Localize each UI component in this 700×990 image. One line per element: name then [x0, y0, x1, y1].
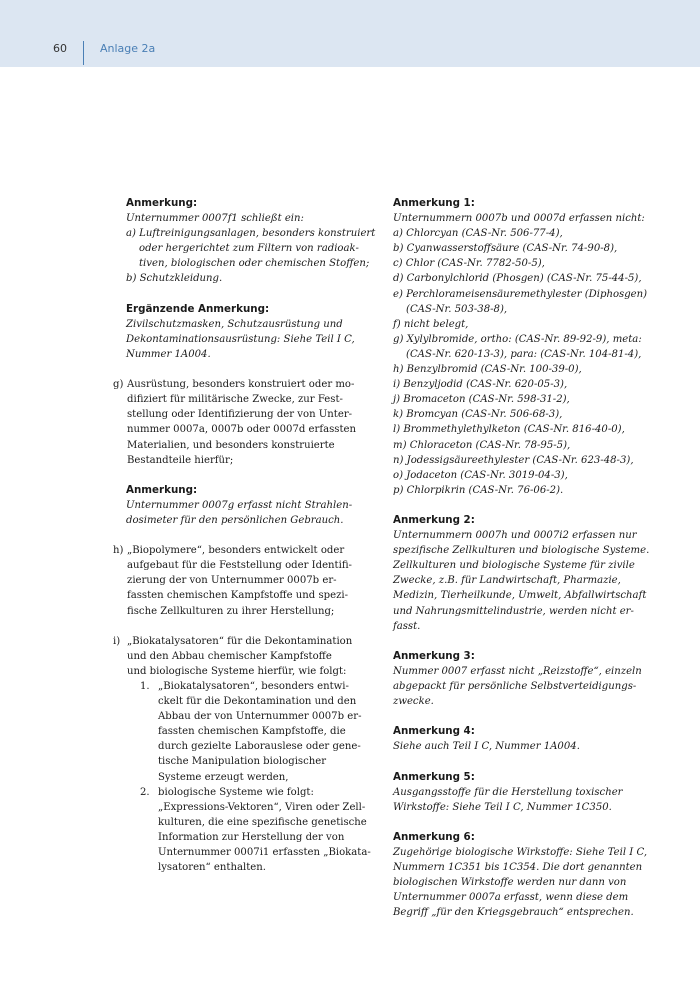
note-line: f) nicht belegt, — [393, 318, 469, 330]
item-line: fassten chemischen Kampfstoffe und spezi- — [127, 590, 349, 602]
note-line: c) Chlor (CAS-Nr. 7782-50-5), — [393, 258, 545, 270]
note-heading: Anmerkung 1: — [393, 197, 475, 209]
sub-item — [127, 679, 362, 785]
list-item — [113, 377, 356, 468]
item-line: Materialien, und besonders konstruierte — [127, 439, 335, 451]
note-line: i) Benzyljodid (CAS-Nr. 620-05-3), — [393, 379, 568, 391]
note-block — [126, 483, 353, 528]
note-heading: Anmerkung 5: — [393, 770, 475, 783]
note-line: zwecke. — [393, 696, 434, 708]
sub-item-line: kulturen, die eine spezifische genetische — [158, 816, 367, 828]
left-column — [113, 196, 376, 875]
item-line: zierung der von Unternummer 0007b er- — [127, 575, 337, 587]
note-line: b) Cyanwasserstoffsäure (CAS-Nr. 74-90-8), — [393, 243, 618, 255]
note-line: fasst. — [393, 620, 421, 632]
note-line: Unternummer 0007g erfasst nicht Strahlen- — [126, 499, 353, 511]
sub-item-label: 1. — [140, 681, 150, 692]
item-line: „Biokatalysatoren“ für die Dekontamination — [127, 635, 353, 647]
note-line: e) Perchlorameisensäuremethylester (Diphosgen) — [393, 288, 648, 300]
note-heading: Anmerkung 4: — [393, 725, 475, 738]
note-line: Begriff „für den Kriegsgebrauch“ entsprechen. — [393, 907, 634, 919]
sub-item-line: Unternummer 0007i1 erfassten „Biokata- — [158, 847, 371, 859]
item-line: Bestandteile hierfür; — [127, 454, 234, 466]
note-line: Zugehörige biologische Wirkstoffe: Siehe Teil I C, — [393, 847, 648, 859]
note-line: abgepackt für persönliche Selbstverteidigungs- — [393, 681, 637, 692]
header-divider — [83, 41, 84, 65]
sub-item-line: ckelt für die Dekontamination und den — [158, 696, 357, 708]
section-title: Anlage 2a — [100, 42, 156, 55]
note-line: j) Bromaceton (CAS-Nr. 598-31-2), — [393, 394, 570, 406]
note-line: p) Chlorpikrin (CAS-Nr. 76-06-2). — [393, 484, 564, 496]
right-column — [393, 196, 650, 921]
sub-item-line: biologische Systeme wie folgt: — [158, 786, 314, 798]
sub-item-line: Systeme erzeugt werden, — [158, 771, 289, 783]
note-line: spezifische Zellkulturen und biologische Systeme. — [393, 545, 650, 557]
note-block — [393, 830, 648, 921]
item-line: nummer 0007a, 0007b oder 0007d erfassten — [127, 424, 356, 436]
note-block — [393, 770, 623, 815]
note-block — [393, 649, 642, 709]
note-line: tiven, biologischen oder chemischen Stoffen; — [139, 258, 370, 270]
note-line: a) Chlorcyan (CAS-Nr. 506-77-4), — [393, 228, 563, 240]
note-line: Nummer 1A004. — [126, 348, 211, 360]
note-line: a) Luftreinigungsanlagen, besonders konstruiert — [126, 228, 376, 240]
note-heading: Anmerkung 6: — [393, 830, 475, 843]
note-line: (CAS-Nr. 503-38-8), — [406, 303, 508, 315]
note-line: Ausgangsstoffe für die Herstellung toxischer — [393, 786, 623, 798]
note-line: Dekontaminationsausrüstung: Siehe Teil I C, — [126, 333, 355, 345]
sub-item — [127, 785, 371, 876]
note-line: Unternummern 0007h und 0007i2 erfassen nur — [393, 530, 637, 542]
note-line: Medizin, Tierheilkunde, Umwelt, Abfallwirtschaft — [393, 590, 647, 602]
note-line: dosimeter für den persönlichen Gebrauch. — [126, 514, 344, 526]
sub-item-line: tische Manipulation biologischer — [158, 756, 327, 768]
sub-item-line: fassten chemischen Kampfstoffe, die — [158, 726, 346, 738]
note-line: Siehe auch Teil I C, Nummer 1A004. — [393, 741, 580, 753]
note-line: g) Xylylbromide, ortho: (CAS-Nr. 89-92-9), meta: — [393, 333, 642, 345]
item-line: Ausrüstung, besonders konstruiert oder mo- — [127, 379, 355, 391]
item-line: „Biopolymere“, besonders entwickelt oder — [127, 545, 345, 557]
sub-item-line: durch gezielte Laborauslese oder gene- — [158, 741, 361, 753]
note-line: oder hergerichtet zum Filtern von radioak- — [139, 243, 359, 255]
note-line: l) Brommethylethylketon (CAS-Nr. 816-40-0), — [393, 424, 625, 436]
list-item — [113, 543, 352, 618]
item-label: h) — [113, 545, 124, 557]
note-line: n) Jodessigsäureethylester (CAS-Nr. 623-48-3), — [393, 454, 634, 466]
note-block — [393, 513, 650, 634]
note-block — [126, 302, 355, 362]
note-line: Nummer 0007 erfasst nicht „Reizstoffe“, einzeln — [393, 665, 642, 677]
page-number: 60 — [53, 42, 67, 55]
note-line: Zellkulturen und biologische Systeme für zivile — [393, 560, 635, 572]
sub-item-line: Abbau der von Unternummer 0007b er- — [158, 711, 362, 723]
note-block — [393, 196, 648, 498]
note-line: Unternummer 0007f1 schließt ein: — [126, 213, 304, 225]
note-block — [126, 196, 376, 287]
note-line: biologischen Wirkstoffe werden nur dann von — [393, 877, 627, 889]
item-line: fische Zellkulturen zu ihrer Herstellung; — [127, 605, 335, 617]
note-line: Zwecke, z.B. für Landwirtschaft, Pharmazie, — [393, 575, 621, 587]
note-heading: Anmerkung 3: — [393, 649, 475, 662]
note-line: Zivilschutzmasken, Schutzausrüstung und — [126, 318, 343, 330]
note-line: Unternummern 0007b und 0007d erfassen nicht: — [393, 213, 645, 225]
list-item — [113, 634, 371, 876]
sub-item-line: lysatoren“ enthalten. — [158, 862, 266, 874]
item-line: difiziert für militärische Zwecke, zur Fest- — [127, 394, 343, 406]
page-header — [0, 0, 700, 67]
item-label: g) — [113, 379, 124, 391]
note-line: und Nahrungsmittelindustrie, werden nicht er- — [393, 605, 634, 617]
note-line: m) Chloraceton (CAS-Nr. 78-95-5), — [393, 439, 571, 451]
item-line: stellung oder Identifizierung der von Unter- — [127, 409, 353, 421]
item-line: aufgebaut für die Feststellung oder Identifi- — [127, 560, 352, 572]
item-line: und den Abbau chemischer Kampfstoffe — [127, 650, 332, 662]
note-line: o) Jodaceton (CAS-Nr. 3019-04-3), — [393, 469, 568, 481]
note-block — [393, 724, 623, 754]
item-label: i) — [113, 635, 121, 647]
note-line: Unternummer 0007a erfasst, wenn diese dem — [393, 892, 629, 904]
note-line: b) Schutzkleidung. — [126, 273, 223, 285]
note-heading: Ergänzende Anmerkung: — [126, 302, 270, 315]
note-heading: Anmerkung 2: — [393, 513, 475, 526]
note-line: k) Bromcyan (CAS-Nr. 506-68-3), — [393, 409, 563, 421]
note-line: (CAS-Nr. 620-13-3), para: (CAS-Nr. 104-81-4), — [406, 348, 642, 360]
note-heading: Anmerkung: — [126, 197, 198, 209]
note-line: d) Carbonylchlorid (Phosgen) (CAS-Nr. 75-44-5), — [393, 273, 642, 285]
sub-item-line: „Expressions-Vektoren“, Viren oder Zell- — [158, 801, 366, 813]
item-line: und biologische Systeme hierfür, wie folgt: — [127, 665, 347, 677]
note-line: h) Benzylbromid (CAS-Nr. 100-39-0), — [393, 364, 582, 376]
note-line: Wirkstoffe: Siehe Teil I C, Nummer 1C350. — [393, 801, 612, 813]
note-heading: Anmerkung: — [126, 483, 198, 496]
sub-item-line: „Biokatalysatoren“, besonders entwi- — [158, 681, 349, 692]
sub-item-label: 2. — [140, 786, 150, 798]
note-line: Nummern 1C351 bis 1C354. Die dort genannten — [393, 862, 643, 874]
sub-item-line: Information zur Herstellung der von — [158, 831, 345, 843]
